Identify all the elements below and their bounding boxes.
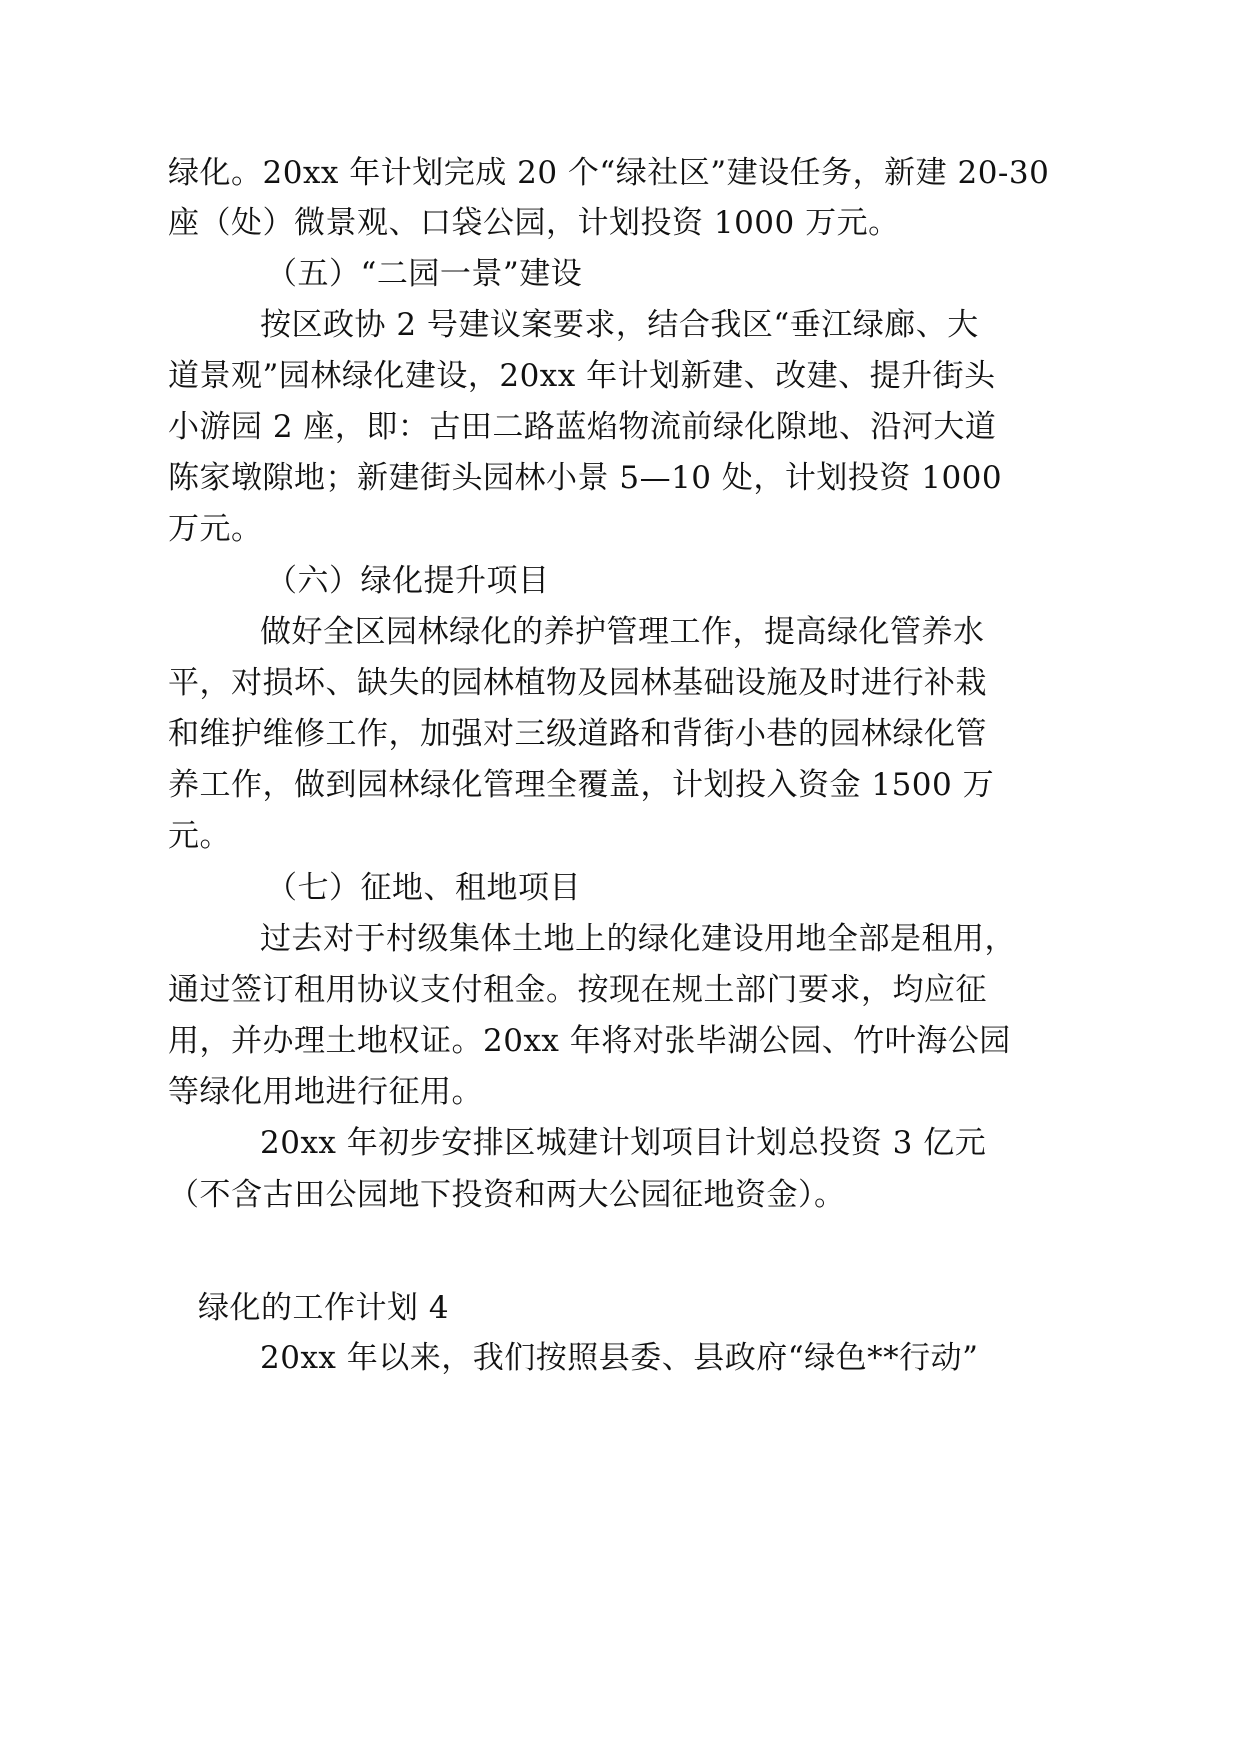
- paragraph-line: 座（处）微景观、口袋公园，计划投资 1000 万元。: [168, 205, 900, 241]
- chapter-title: 绿化的工作计划 4: [198, 1290, 450, 1326]
- paragraph-line: 平，对损坏、缺失的园林植物及园林基础设施及时进行补栽: [168, 665, 987, 701]
- paragraph-line: 按区政协 2 号建议案要求，结合我区“垂江绿廊、大: [260, 307, 979, 343]
- paragraph-line: 过去对于村级集体土地上的绿化建设用地全部是租用，: [260, 921, 1016, 957]
- paragraph-line: 陈家墩隙地；新建街头园林小景 5—10 处，计划投资 1000: [168, 460, 1003, 496]
- paragraph-line: 万元。: [168, 511, 263, 547]
- paragraph-line: 道景观”园林绿化建设，20xx 年计划新建、改建、提升街头: [168, 358, 996, 394]
- section-heading: （六）绿化提升项目: [266, 563, 550, 599]
- paragraph-line: 和维护维修工作，加强对三级道路和背街小巷的园林绿化管: [168, 716, 987, 752]
- section-heading: （五）“二园一景”建设: [266, 256, 583, 292]
- paragraph-line: 小游园 2 座，即：古田二路蓝焰物流前绿化隙地、沿河大道: [168, 409, 997, 445]
- paragraph-line: 绿化。20xx 年计划完成 20 个“绿社区”建设任务，新建 20-30: [168, 155, 1050, 191]
- paragraph-line: 20xx 年以来，我们按照县委、县政府“绿色**行动”: [260, 1340, 979, 1376]
- paragraph-line: 元。: [168, 818, 231, 854]
- section-heading: （七）征地、租地项目: [266, 870, 581, 906]
- paragraph-line: 养工作，做到园林绿化管理全覆盖，计划投入资金 1500 万: [168, 767, 995, 803]
- paragraph-line: 20xx 年初步安排区城建计划项目计划总投资 3 亿元: [260, 1125, 987, 1161]
- paragraph-line: 做好全区园林绿化的养护管理工作，提高绿化管养水: [260, 614, 985, 650]
- paragraph-line: 等绿化用地进行征用。: [168, 1074, 483, 1110]
- paragraph-line: （不含古田公园地下投资和两大公园征地资金）。: [168, 1177, 846, 1213]
- paragraph-line: 通过签订租用协议支付租金。按现在规土部门要求，均应征: [168, 972, 987, 1008]
- paragraph-line: 用，并办理土地权证。20xx 年将对张毕湖公园、竹叶海公园: [168, 1023, 1011, 1059]
